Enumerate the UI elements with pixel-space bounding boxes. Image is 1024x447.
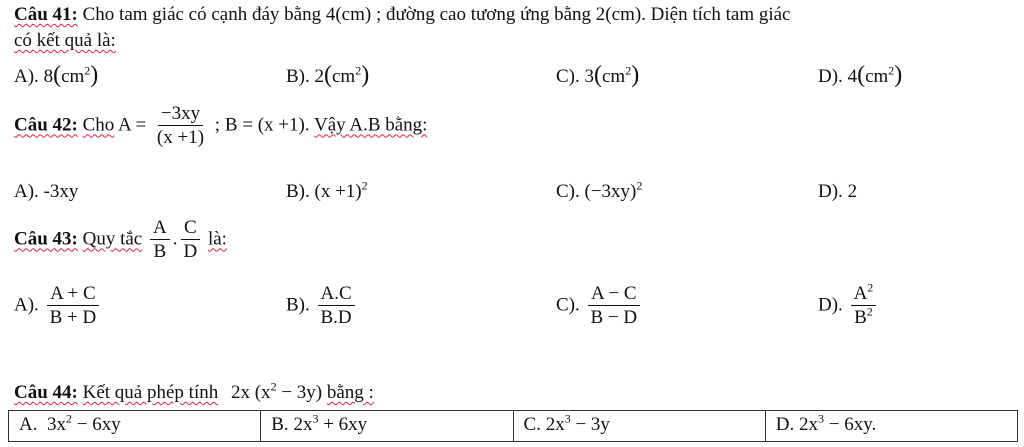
q42-line: Câu 42: Cho A = $\frac{-3xy}{(x +1)}$ ; B = (x +1). Vậy A.B bằng:: [14, 103, 428, 148]
q44-option-d[interactable]: D. $2x^3 - 6xy$.: [775, 411, 877, 435]
q41-label: Câu 41:: [14, 4, 78, 25]
q41-option-c[interactable]: C). $3(cm^2)$: [556, 62, 640, 88]
q42-fraction-a: $\frac{-3xy}{(x +1)}$: [156, 103, 205, 148]
q42-option-a[interactable]: A). -3xy: [14, 181, 79, 202]
q43-option-d[interactable]: D). $\frac{A^2}{B^2}$: [818, 284, 879, 328]
q44-options-table: [8, 410, 1018, 442]
q41-text-line2: có kết quả là:: [14, 30, 116, 51]
q44-option-c[interactable]: C. $2x^3 - 3y$: [514, 411, 766, 441]
q43-fraction-ab: $\frac{A}{B}$: [150, 218, 170, 262]
q44-label: Câu 44:: [14, 382, 78, 403]
q43-option-a[interactable]: A). $\frac{A + C}{B + D}$: [14, 284, 102, 328]
q41-line1: [14, 4, 791, 26]
q41-text-line1: Cho tam giác có cạnh đáy bằng 4(cm) ; đường cao tương ứng bằng 2(cm). Diện tích tam giác: [82, 4, 791, 25]
q41-option-a[interactable]: A). $8(cm^2)$: [14, 62, 99, 88]
q43-option-b[interactable]: B). $\frac{A.C}{B.D}$: [286, 284, 358, 328]
q43-label: Câu 43:: [14, 228, 78, 250]
q43-line: Câu 43: Quy tắc $\frac{A}{B}$ . $\frac{C}{D}$ là:: [14, 217, 227, 262]
q42-label: Câu 42:: [14, 114, 78, 136]
q42-option-d[interactable]: D). 2: [818, 181, 858, 202]
q43-fraction-cd: $\frac{C}{D}$: [180, 218, 200, 262]
q43-option-c[interactable]: C). $\frac{A - C}{B - D}$: [556, 284, 643, 328]
q44-option-a[interactable]: A. $3x^2 - 6xy$: [9, 411, 261, 441]
q44-option-b[interactable]: B. $2x^3 + 6xy$: [261, 411, 513, 441]
q42-option-c[interactable]: C). $(-3xy)^2$: [556, 178, 643, 202]
q44-line: Câu 44: Kết quả phép tính 2x $(x^2 - 3y)$ bằng :: [14, 379, 374, 403]
q41-option-b[interactable]: B). $2(cm^2)$: [286, 62, 370, 88]
q41-option-d[interactable]: D). $4(cm^2)$: [818, 62, 903, 88]
q42-option-b[interactable]: B). $(x +1)^2$: [286, 178, 368, 202]
